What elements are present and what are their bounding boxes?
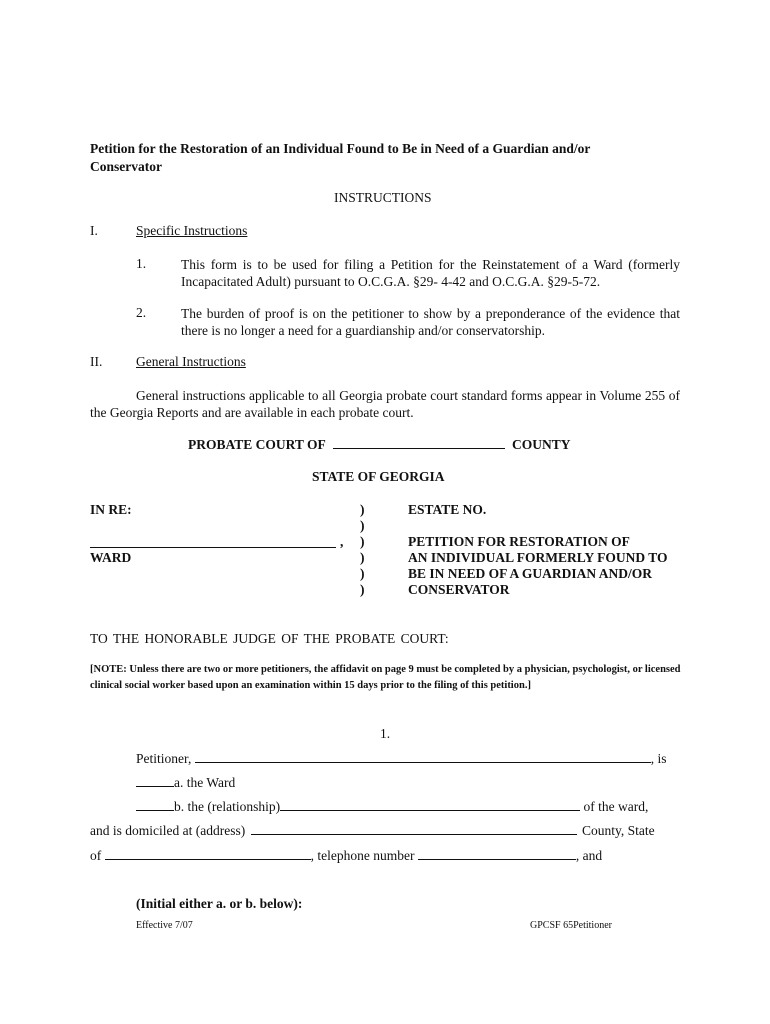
section-i-heading: Specific Instructions (136, 223, 248, 238)
court-line (188, 436, 571, 453)
state-heading: STATE OF GEORGIA (312, 469, 445, 484)
option-a-label: a. the Ward (174, 775, 236, 790)
is-label: , is (650, 751, 667, 766)
caption-paren: ) (360, 518, 365, 533)
ward-comma: , (340, 534, 344, 549)
telephone-field[interactable] (418, 847, 576, 860)
paragraph-1-number: 1. (380, 726, 391, 741)
petition-title-line: AN INDIVIDUAL FORMERLY FOUND TO (408, 550, 668, 565)
option-b-label: b. the (relationship) (174, 799, 281, 814)
petitioner-label: Petitioner, (136, 751, 192, 766)
ward-label: WARD (90, 550, 132, 565)
of-ward-label: of the ward, (583, 799, 649, 814)
caption-paren: ) (360, 566, 365, 581)
petition-title-line: PETITION FOR RESTORATION OF (408, 534, 630, 549)
petitioner-name-field[interactable] (195, 750, 651, 763)
court-suffix: COUNTY (512, 437, 571, 452)
section-i-number: I. (90, 223, 98, 238)
state-field[interactable] (105, 847, 311, 860)
section-ii-heading: General Instructions (136, 354, 246, 369)
relationship-field[interactable] (280, 798, 580, 811)
option-b-initial-field[interactable] (136, 798, 174, 811)
instruction-1-number: 1. (136, 256, 147, 271)
option-a-initial-field[interactable] (136, 774, 174, 787)
caption-paren: ) (360, 534, 365, 549)
address-to-judge: TO THE HONORABLE JUDGE OF THE PROBATE COURT: (90, 631, 449, 646)
domiciled-label: and is domiciled at (address) (90, 823, 246, 838)
initial-note: (Initial either a. or b. below): (136, 896, 303, 911)
and-label: , and (575, 848, 603, 863)
domicile-line (90, 822, 655, 839)
general-instructions-text: General instructions applicable to all Georgia probate court standard forms appear in Volume 255 of the Georgia Reports and are available in each probate court. (90, 388, 680, 420)
option-b-line (136, 798, 648, 815)
note-text: [NOTE: Unless there are two or more petitioners, the affidavit on page 9 must be completed by a physician, psychologist, or licensed clinical social worker based upon an examination within 15 days prior to the filing of this petition.] (90, 664, 681, 691)
court-prefix: PROBATE COURT OF (188, 437, 326, 452)
petition-title-line: BE IN NEED OF A GUARDIAN AND/OR (408, 566, 653, 581)
of-label: of (90, 848, 102, 863)
in-re-label: IN RE: (90, 502, 132, 517)
instructions-heading: INSTRUCTIONS (334, 190, 432, 205)
county-name-field[interactable] (333, 436, 505, 449)
ward-name-field[interactable] (90, 535, 336, 548)
instruction-2-text: The burden of proof is on the petitioner to show by a preponderance of the evidence that there is no longer a need for a guardianship and/or conservatorship. (181, 306, 680, 338)
form-title: Petition for the Restoration of an Individual Found to Be in Need of a Guardian and/or Conservator (90, 141, 591, 174)
section-ii-number: II. (90, 354, 103, 369)
instruction-2-number: 2. (136, 305, 147, 320)
petition-title-line: CONSERVATOR (408, 582, 510, 597)
caption-paren: ) (360, 502, 365, 517)
telephone-label: , telephone number (310, 848, 415, 863)
petitioner-line (136, 750, 666, 767)
state-phone-line (90, 847, 602, 864)
footer-effective-date: Effective 7/07 (136, 920, 193, 931)
county-state-label: County, State (581, 823, 655, 838)
address-field[interactable] (251, 822, 577, 835)
option-a-line (136, 774, 235, 791)
instruction-1-text: This form is to be used for filing a Petition for the Reinstatement of a Ward (formerly Incapacitated Adult) pursuant to O.C.G.A. §29- 4-42 and O.C.G.A. §29-5-72. (181, 257, 680, 289)
estate-no-label: ESTATE NO. (408, 502, 487, 517)
caption-paren: ) (360, 550, 365, 565)
caption-paren: ) (360, 582, 365, 597)
footer-form-id: GPCSF 65Petitioner (530, 920, 612, 931)
